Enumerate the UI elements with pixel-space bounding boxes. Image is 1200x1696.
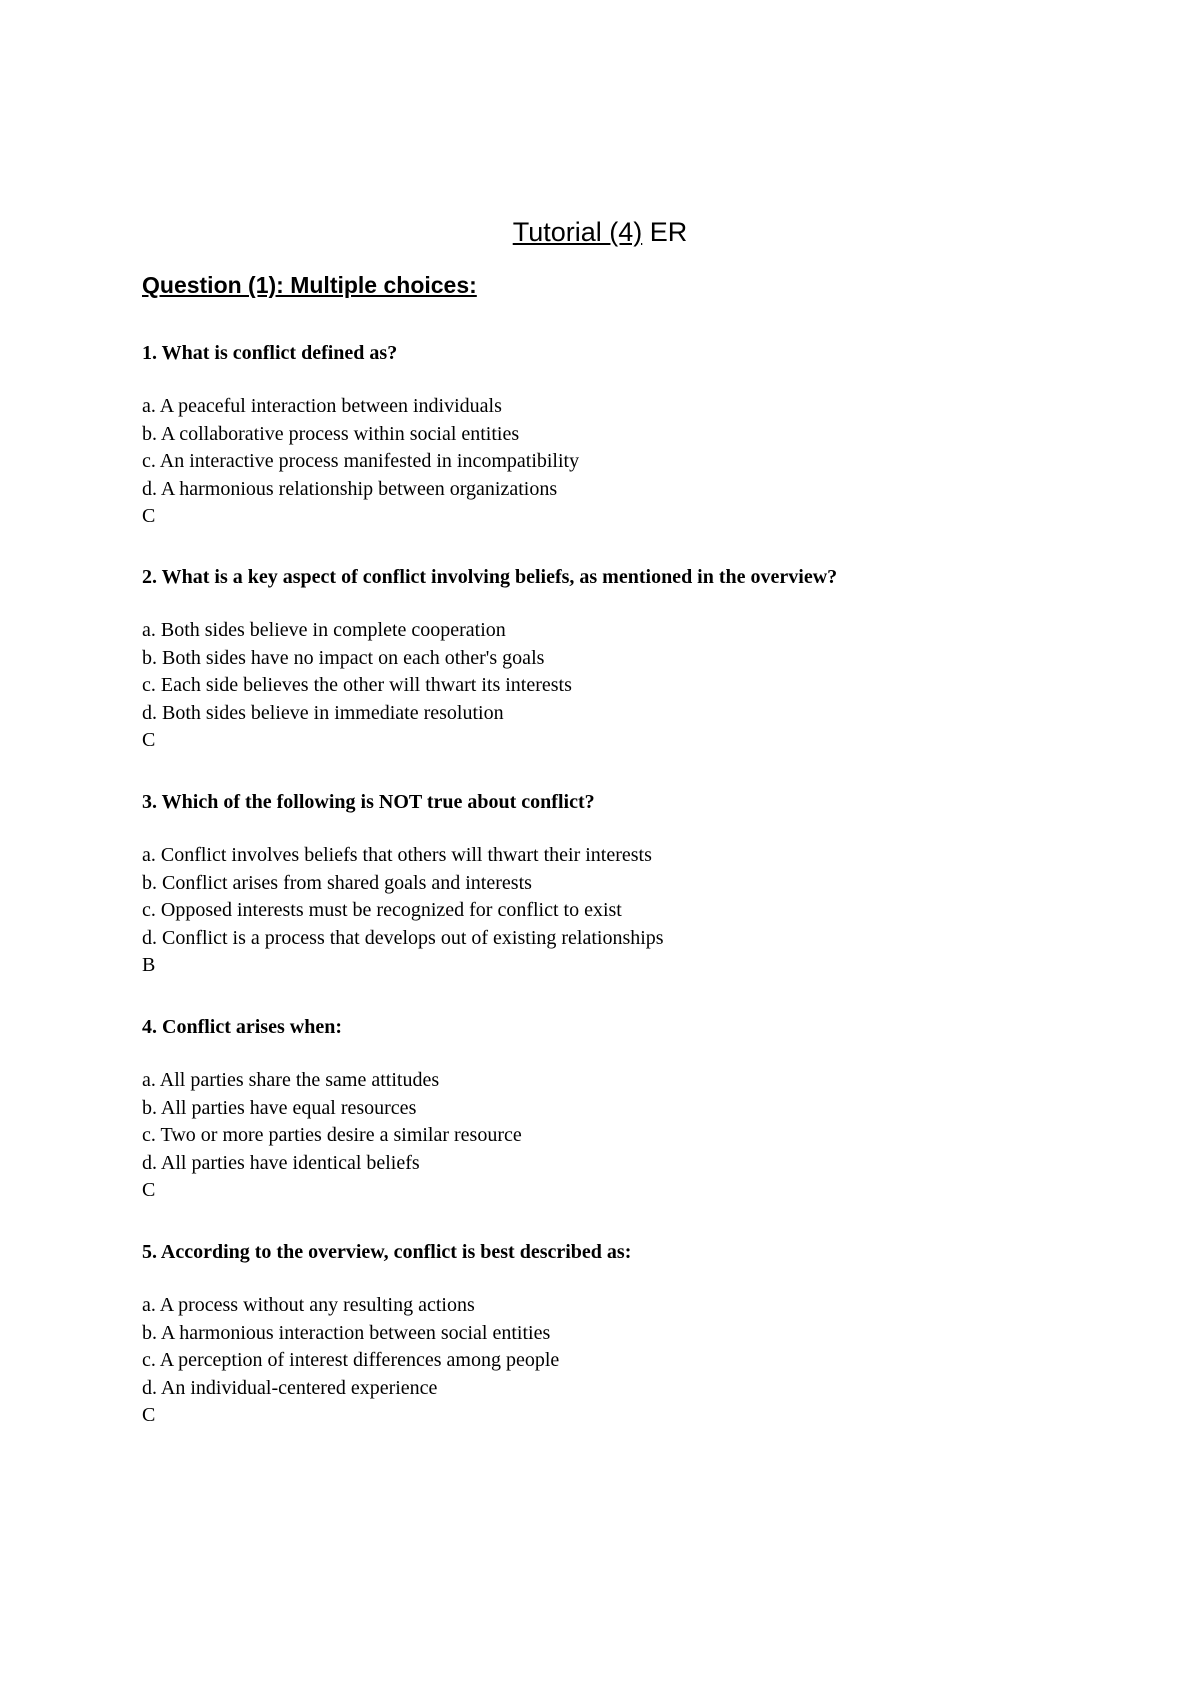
option-a: a. A process without any resulting actions bbox=[142, 1294, 475, 1316]
question-3 bbox=[142, 789, 664, 980]
answer: C bbox=[142, 505, 156, 527]
option-c: c. A perception of interest differences among people bbox=[142, 1349, 560, 1371]
question-stem: 5. According to the overview, conflict is best described as: bbox=[142, 1241, 632, 1263]
option-a: a. Conflict involves beliefs that others will thwart their interests bbox=[142, 844, 652, 866]
option-c: c. Each side believes the other will thwart its interests bbox=[142, 674, 572, 696]
answer: C bbox=[142, 1179, 156, 1201]
answer: B bbox=[142, 954, 156, 976]
page-title-main: Tutorial (4) bbox=[512, 217, 643, 247]
option-a: a. All parties share the same attitudes bbox=[142, 1069, 440, 1091]
question-stem: 3. Which of the following is NOT true about conflict? bbox=[142, 791, 595, 813]
question-5 bbox=[142, 1239, 631, 1430]
option-d: d. Both sides believe in immediate resolution bbox=[142, 701, 504, 724]
option-d: d. A harmonious relationship between organizations bbox=[142, 477, 558, 500]
option-d: d. All parties have identical beliefs bbox=[142, 1151, 420, 1174]
question-stem: 2. What is a key aspect of conflict involving beliefs, as mentioned in the overview? bbox=[142, 566, 838, 588]
option-a: a. Both sides believe in complete cooperation bbox=[142, 619, 506, 641]
option-c: c. Opposed interests must be recognized for conflict to exist bbox=[142, 899, 622, 921]
answer: C bbox=[142, 729, 156, 751]
question-4 bbox=[142, 1014, 522, 1205]
question-stem: 4. Conflict arises when: bbox=[142, 1016, 342, 1038]
option-b: b. A harmonious interaction between social entities bbox=[142, 1321, 551, 1344]
answer: C bbox=[142, 1404, 156, 1426]
option-d: d. Conflict is a process that develops out of existing relationships bbox=[142, 926, 664, 949]
page-title-suffix: ER bbox=[642, 217, 688, 247]
option-b: b. Conflict arises from shared goals and interests bbox=[142, 871, 532, 894]
option-d: d. An individual-centered experience bbox=[142, 1376, 438, 1399]
option-a: a. A peaceful interaction between individuals bbox=[142, 395, 502, 417]
question-stem: 1. What is conflict defined as? bbox=[142, 342, 398, 364]
question-1 bbox=[142, 340, 579, 531]
option-b: b. Both sides have no impact on each other's goals bbox=[142, 646, 545, 669]
question-2 bbox=[142, 564, 837, 755]
option-b: b. A collaborative process within social entities bbox=[142, 422, 520, 445]
option-c: c. Two or more parties desire a similar resource bbox=[142, 1124, 522, 1146]
section-heading: Question (1): Multiple choices: bbox=[142, 272, 477, 298]
option-c: c. An interactive process manifested in incompatibility bbox=[142, 450, 580, 472]
page-title bbox=[0, 214, 1200, 250]
option-b: b. All parties have equal resources bbox=[142, 1096, 417, 1119]
